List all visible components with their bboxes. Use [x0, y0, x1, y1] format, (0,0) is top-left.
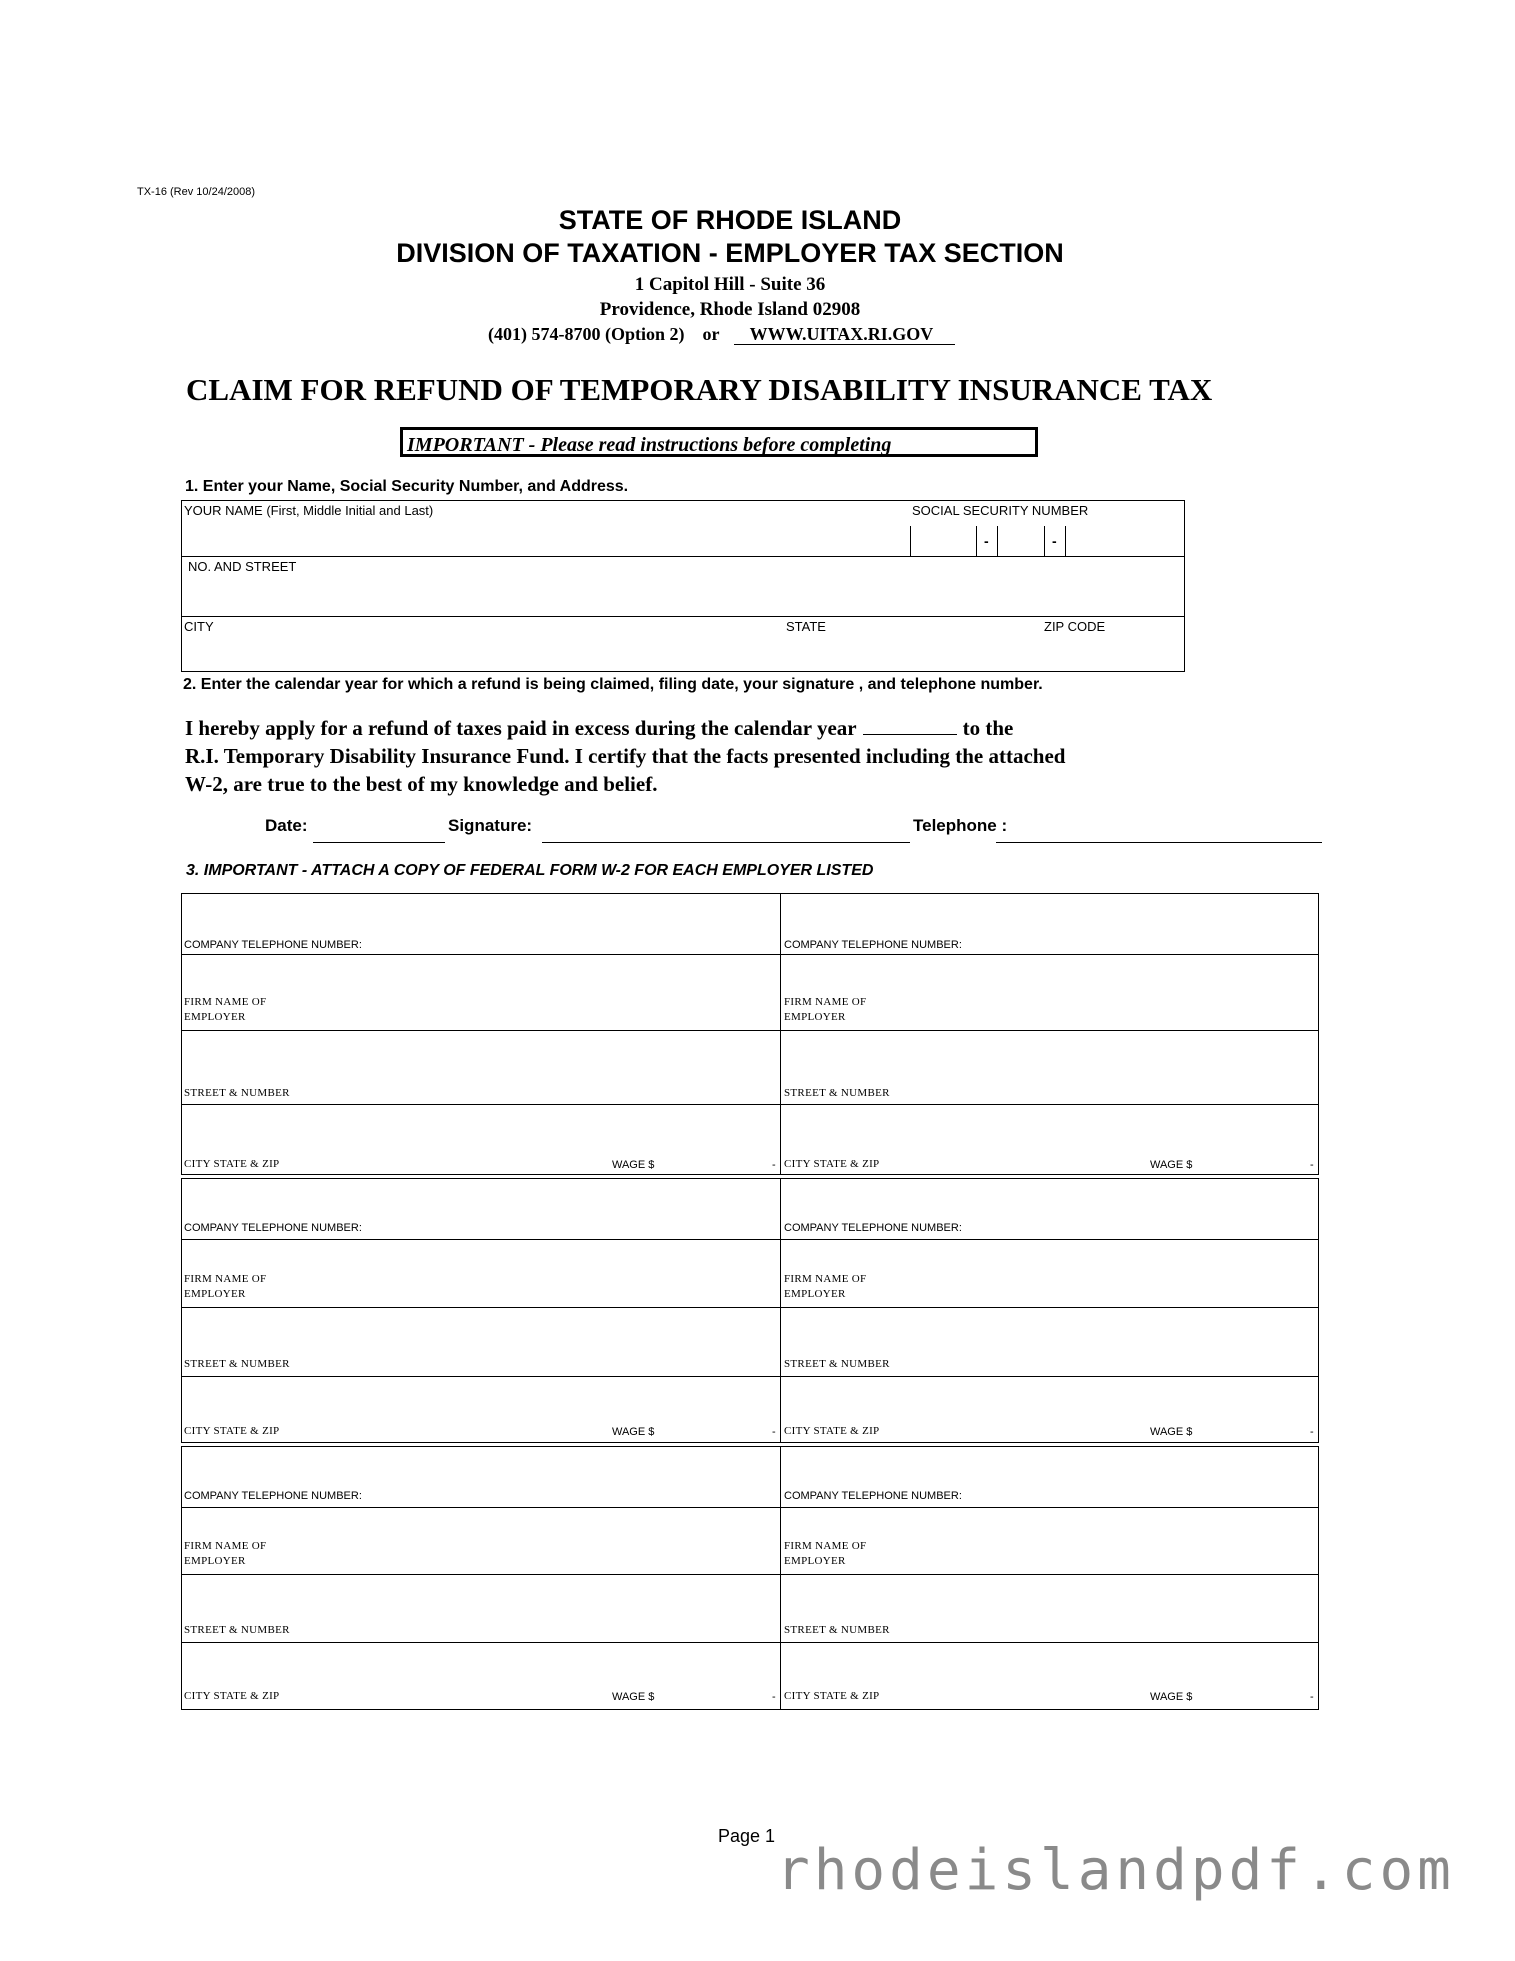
firm-name-label: [184, 995, 266, 1025]
company-phone-label: COMPANY TELEPHONE NUMBER:: [184, 1222, 362, 1234]
divider: [182, 1376, 1318, 1377]
page-number: Page 1: [718, 1826, 776, 1846]
firm-name-line: FIRM NAME OF: [184, 1540, 267, 1552]
city-state-zip-label: CITY STATE & ZIP: [184, 1425, 280, 1437]
firm-name-label: [184, 1272, 266, 1302]
form-title: CLAIM FOR REFUND OF TEMPORARY DISABILITY INSURANCE TAX: [186, 372, 1213, 407]
form-revision: TX-16 (Rev 10/24/2008): [137, 186, 256, 198]
firm-name-line: FIRM NAME OF: [184, 996, 267, 1008]
divider: [182, 1642, 1318, 1643]
state-heading: STATE OF RHODE ISLAND: [558, 205, 902, 235]
company-phone-label: COMPANY TELEPHONE NUMBER:: [784, 939, 962, 951]
firm-name-line: EMPLOYER: [784, 1011, 846, 1023]
wage-label: WAGE $: [1150, 1159, 1193, 1171]
company-phone-label: COMPANY TELEPHONE NUMBER:: [184, 1490, 362, 1502]
telephone-label: Telephone :: [913, 816, 1008, 835]
wage-value[interactable]: -: [772, 1426, 776, 1438]
address-line-1: 1 Capitol Hill - Suite 36: [634, 274, 826, 295]
section2-heading: 2. Enter the calendar year for which a refund is being claimed, filing date, your signature , and telephone number.: [183, 676, 1043, 693]
employer-block: [181, 1178, 1319, 1443]
firm-name-label: [184, 1539, 266, 1569]
firm-name-line: EMPLOYER: [784, 1555, 846, 1567]
firm-name-line: FIRM NAME OF: [784, 1273, 867, 1285]
declaration-text: I hereby apply for a refund of taxes paid in excess during the calendar year: [185, 716, 857, 740]
divider: [182, 1507, 1318, 1508]
firm-name-line: FIRM NAME OF: [784, 996, 867, 1008]
wage-value[interactable]: -: [1310, 1426, 1314, 1438]
firm-name-label: [784, 1272, 866, 1302]
street-label: NO. AND STREET: [188, 559, 297, 574]
ssn-box-divider: [910, 526, 911, 556]
divider: [182, 1030, 1318, 1031]
firm-name-line: EMPLOYER: [784, 1288, 846, 1300]
firm-name-line: FIRM NAME OF: [184, 1273, 267, 1285]
or-text: or: [702, 324, 720, 344]
state-field[interactable]: [786, 617, 1016, 671]
state-label: STATE: [786, 619, 826, 634]
section1-heading: 1. Enter your Name, Social Security Number, and Address.: [185, 478, 629, 495]
wage-label: WAGE $: [612, 1159, 655, 1171]
contact-line: [488, 324, 955, 345]
ssn-label: SOCIAL SECURITY NUMBER: [912, 503, 1089, 518]
wage-label: WAGE $: [612, 1691, 655, 1703]
ssn-dash: -: [984, 533, 989, 549]
employer-block: [181, 893, 1319, 1175]
declaration-line-2: R.I. Temporary Disability Insurance Fund. I certify that the facts presented including the attached: [185, 744, 1066, 768]
website-link[interactable]: WWW.UITAX.RI.GOV: [734, 324, 956, 345]
divider: [182, 1239, 1318, 1240]
signature-field[interactable]: [542, 842, 910, 843]
wage-label: WAGE $: [612, 1426, 655, 1438]
address-line-2: Providence, Rhode Island 02908: [599, 299, 861, 320]
column-divider: [780, 894, 781, 1174]
city-field[interactable]: [182, 617, 782, 671]
wage-value[interactable]: -: [1310, 1159, 1314, 1171]
wage-value[interactable]: -: [772, 1691, 776, 1703]
personal-info-box: [181, 500, 1185, 672]
employer-block: [181, 1446, 1319, 1710]
column-divider: [780, 1447, 781, 1709]
company-phone-label: COMPANY TELEPHONE NUMBER:: [184, 939, 362, 951]
divider: [182, 1104, 1318, 1105]
wage-value[interactable]: -: [1310, 1691, 1314, 1703]
signature-label: Signature:: [448, 816, 533, 835]
ssn-field[interactable]: [912, 526, 1072, 556]
firm-name-line: FIRM NAME OF: [784, 1540, 867, 1552]
divider: [182, 1574, 1318, 1575]
street-number-label: STREET & NUMBER: [184, 1358, 290, 1370]
street-number-label: STREET & NUMBER: [784, 1358, 890, 1370]
firm-name-line: EMPLOYER: [184, 1011, 246, 1023]
declaration-text: to the: [962, 716, 1014, 740]
street-number-label: STREET & NUMBER: [784, 1624, 890, 1636]
street-number-label: STREET & NUMBER: [784, 1087, 890, 1099]
phone-number: (401) 574-8700 (Option 2): [488, 324, 685, 344]
wage-label: WAGE $: [1150, 1691, 1193, 1703]
date-label: Date:: [265, 816, 308, 835]
section3-heading: 3. IMPORTANT - ATTACH A COPY OF FEDERAL FORM W-2 FOR EACH EMPLOYER LISTED: [186, 862, 874, 879]
city-state-zip-label: CITY STATE & ZIP: [784, 1425, 880, 1437]
important-notice: IMPORTANT - Please read instructions before completing: [400, 427, 1038, 457]
division-heading: DIVISION OF TAXATION - EMPLOYER TAX SECTION: [396, 238, 1064, 268]
street-number-label: STREET & NUMBER: [184, 1087, 290, 1099]
wage-label: WAGE $: [1150, 1426, 1193, 1438]
street-number-label: STREET & NUMBER: [184, 1624, 290, 1636]
zip-label: ZIP CODE: [1044, 619, 1106, 634]
name-field[interactable]: [182, 501, 762, 555]
city-state-zip-label: CITY STATE & ZIP: [784, 1690, 880, 1702]
firm-name-line: EMPLOYER: [184, 1288, 246, 1300]
watermark: rhodeislandpdf.com: [776, 1838, 1455, 1903]
declaration-line-3: W-2, are true to the best of my knowledge and belief.: [185, 772, 658, 796]
wage-value[interactable]: -: [772, 1159, 776, 1171]
date-field[interactable]: [313, 842, 445, 843]
firm-name-line: EMPLOYER: [184, 1555, 246, 1567]
company-phone-label: COMPANY TELEPHONE NUMBER:: [784, 1222, 962, 1234]
city-label: CITY: [184, 619, 214, 634]
firm-name-label: [784, 1539, 866, 1569]
calendar-year-field[interactable]: [863, 716, 957, 735]
company-phone-label: COMPANY TELEPHONE NUMBER:: [784, 1490, 962, 1502]
divider: [182, 1307, 1318, 1308]
name-label: YOUR NAME (First, Middle Initial and Last): [184, 503, 434, 518]
firm-name-label: [784, 995, 866, 1025]
city-state-zip-label: CITY STATE & ZIP: [784, 1158, 880, 1170]
street-field[interactable]: [182, 557, 1182, 615]
zip-field[interactable]: [1044, 617, 1182, 671]
city-state-zip-label: CITY STATE & ZIP: [184, 1690, 280, 1702]
declaration-line-1: [185, 716, 1013, 741]
telephone-field[interactable]: [996, 842, 1322, 843]
divider: [182, 954, 1318, 955]
city-state-zip-label: CITY STATE & ZIP: [184, 1158, 280, 1170]
ssn-dash: -: [1052, 533, 1057, 549]
column-divider: [780, 1179, 781, 1442]
